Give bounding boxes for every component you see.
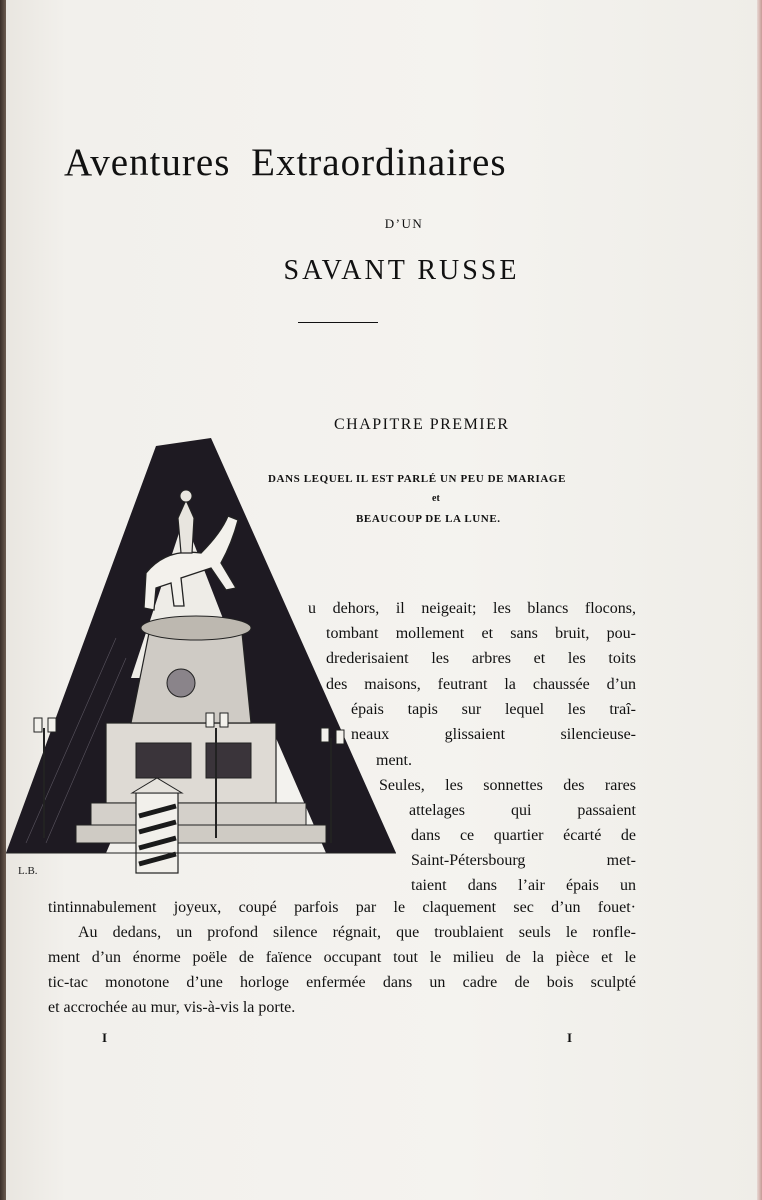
page-number-right: I — [567, 1030, 573, 1045]
title-savant-russe: SAVANT RUSSE — [283, 255, 520, 286]
page-number-left: I — [102, 1030, 108, 1045]
body-line-15: ment d’un énorme poële de faïence occupant tout le milieu de la pièce et le — [48, 949, 636, 966]
title-dun: D’UN — [384, 216, 424, 231]
chapter-subtitle-1: DANS LEQUEL IL EST PARLÉ UN PEU DE MARIAGE — [268, 473, 567, 485]
chapter-subtitle-2: BEAUCOUP DE LA LUNE. — [356, 513, 501, 525]
svg-text:L.B.: L.B. — [18, 865, 38, 877]
body-line-8: Seules, les sonnettes des rares — [379, 777, 636, 794]
body-line-5: épais tapis sur lequel les traî- — [351, 701, 636, 718]
body-line-2: tombant mollement et sans bruit, pou- — [326, 625, 636, 642]
chapter-subtitle-et: et — [432, 493, 440, 504]
book-page — [6, 0, 762, 1200]
body-line-1: u dehors, il neigeait; les blancs flocons, — [308, 600, 636, 617]
page-title: Aventures Extraordinaires — [64, 141, 507, 184]
body-line-7: ment. — [376, 752, 412, 769]
body-line-10: dans ce quartier écarté de — [411, 827, 636, 844]
body-line-9: attelages qui passaient — [409, 802, 636, 819]
body-line-17: et accrochée au mur, vis-à-vis la porte. — [48, 999, 296, 1016]
body-line-14: Au dedans, un profond silence régnait, que troublaient seuls le ronfle- — [78, 924, 636, 941]
page-edge — [757, 0, 762, 1200]
body-line-12: taient dans l’air épais un — [411, 877, 636, 894]
body-line-3: drederisaient les arbres et les toits — [326, 650, 636, 667]
body-line-4: des maisons, feutrant la chaussée d’un — [326, 676, 636, 693]
body-line-13: tintinnabulement joyeux, coupé parfois par le claquement sec d’un fouet· — [48, 899, 636, 916]
body-line-16: tic-tac monotone d’une horloge enfermée dans un cadre de bois sculpté — [48, 974, 636, 991]
title-divider — [298, 322, 378, 323]
chapter-heading: CHAPITRE PREMIER — [334, 416, 510, 433]
body-line-6: neaux glissaient silencieuse- — [351, 726, 636, 743]
body-line-11: Saint-Pétersbourg met- — [411, 852, 636, 869]
